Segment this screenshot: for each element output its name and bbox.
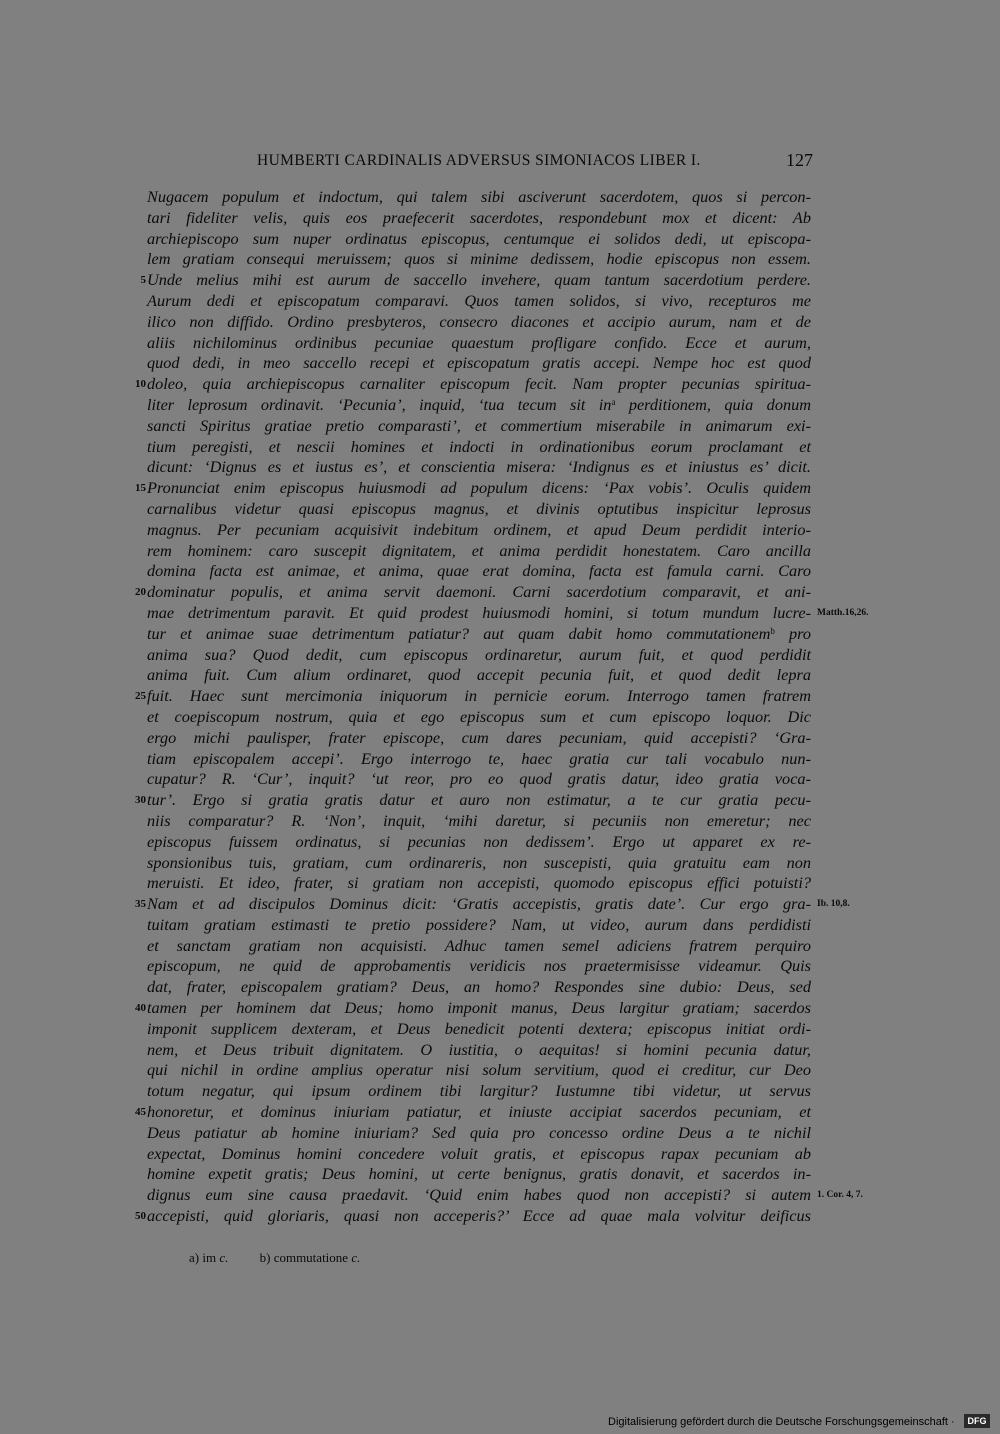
line-number: 25 [135,690,146,703]
text-line [0,769,1000,790]
line-number: 30 [135,794,146,807]
margin-reference: Ib. 10,8. [817,899,850,910]
line-number: 40 [135,1002,146,1015]
text-line [0,1060,1000,1081]
line-text: imponit supplicem dexteram, et Deus benedicit potenti dextera; episcopus initiat ordi- [147,1018,811,1038]
text-line [0,728,1000,749]
text-line [0,707,1000,728]
line-text: tamen per hominem dat Deus; homo imponit manus, Deus largitur gratiam; sacerdos [147,998,811,1018]
line-text: mae detrimentum paravit. Et quid prodest huiusmodi homini, si totum mundum lucre- [147,602,811,622]
footnote-marker: b [770,625,775,636]
text-line [0,790,1000,811]
line-text: Deus patiatur ab homine iniuriam? Sed quia pro concesso ordine Deus a te nichil [147,1122,811,1142]
line-text: fuit. Haec sunt mercimonia iniquorum in pernicie eorum. Interrogo tamen fratrem [147,686,811,706]
line-text: doleo, quia archiepiscopus carnaliter episcopum fecit. Nam propter pecunias spiritua- [147,374,811,394]
text-line [0,811,1000,832]
text-line [0,1102,1000,1123]
text-line [0,229,1000,250]
digitization-credit: Digitalisierung gefördert durch die Deutsche Forschungsgemeinschaft · [608,1416,955,1428]
footnote-a: a) im c. [189,1250,229,1265]
main-text [0,187,1000,1227]
line-text: tari fideliter velis, quis eos praefecerit sacerdotes, respondebunt mox et dicent: Ab [147,207,811,227]
text-line [0,395,1000,416]
line-text: dat, frater, episcopalem gratiam? Deus, an homo? Respondes sine dubio: Deus, sed [147,977,811,997]
text-line [0,1185,1000,1206]
line-text: dignus eum sine causa praedavit. ‘Quid enim habes quod non accepisti? si autem [147,1185,811,1205]
text-line [0,686,1000,707]
line-text: dominatur populis, et anima servit daemoni. Carni sacerdotium comparavit, et ani- [147,582,811,602]
line-text: meruisti. Et ideo, frater, si gratiam non accepisti, quomodo episcopus effici potuisti? [147,873,811,893]
line-text: liter leprosum ordinavit. ‘Pecunia’, inquid, ‘tua tecum sit $in^a$ perditionem, quia donum [147,394,811,414]
text-line [0,1040,1000,1061]
text-line [0,353,1000,374]
line-number: 5 [140,274,146,287]
text-line [0,894,1000,915]
line-text: sponsionibus tuis, gratiam, cum ordinareris, non suscepisti, quia gratuitu eam non [147,852,811,872]
text-line [0,915,1000,936]
text-line [0,541,1000,562]
line-text: archiepiscopo sum nuper ordinatus episcopus, centumque ei solidos dedi, ut episcopa- [147,228,811,248]
text-line [0,374,1000,395]
text-line [0,1081,1000,1102]
text-line [0,1123,1000,1144]
text-line [0,333,1000,354]
line-text: ilico non diffido. Ordino presbyteros, consecro diacones et accipio aurum, nam et de [147,311,811,331]
text-line [0,832,1000,853]
line-text: totum negatur, qui ipsum ordinem tibi largitur? Iustumne tibi videtur, ut servus [147,1081,811,1101]
text-line [0,416,1000,437]
dfg-logo-icon: DFG [964,1414,990,1428]
line-text: accepisti, quid gloriaris, quasi non acceperis?’ Ecce ad quae mala volvitur deificus [147,1206,811,1226]
text-line [0,478,1000,499]
line-number: 35 [135,898,146,911]
line-text: tur et animae suae detrimentum patiatur? aut quam dabit homo commutationem$^b$ pro [147,623,812,643]
line-text: anima sua? Quod dedit, cum episcopus ordinaretur, aurum fuit, et quod perdidit [147,644,811,664]
line-number: 20 [135,586,146,599]
text-line [0,603,1000,624]
running-title: HUMBERTI CARDINALIS ADVERSUS SIMONIACOS LIBER I. [257,152,701,169]
text-line [0,977,1000,998]
line-text: quod dedi, in meo saccello recepi et episcopatum gratis accepi. Nempe hoc est quod [147,353,811,373]
line-text: Aurum dedi et episcopatum comparavi. Quos tamen solidos, si vivo, recepturos me [147,290,811,310]
line-text: tur’. Ergo si gratia gratis datur et auro non estimatur, a te cur gratia pecu- [147,790,811,810]
page-header [0,152,1000,176]
page-number: 127 [786,150,813,170]
text-line [0,582,1000,603]
text-line [0,270,1000,291]
line-text: rem hominem: caro suscepit dignitatem, et anima perdidit honestatem. Caro ancilla [147,540,811,560]
line-text: tium peregisti, et nescii homines et indocti in ordinationibus eorum proclamant et [147,436,811,456]
line-number: 45 [135,1106,146,1119]
line-text: episcopum, ne quid de approbamentis veridicis nos praetermisisse videamur. Quis [147,956,811,976]
line-text: expectat, Dominus homini concedere voluit gratis, et episcopus rapax pecuniam ab [147,1143,811,1163]
text-line [0,249,1000,270]
line-text: Nugacem populum et indoctum, qui talem sibi asciverunt sacerdotem, quos si percon- [147,187,811,206]
text-line [0,1164,1000,1185]
line-number: 15 [135,482,146,495]
text-line [0,520,1000,541]
text-line [0,873,1000,894]
line-text: et coepiscopum nostrum, quia et ego episcopus sum et cum episcopo loquor. Dic [147,706,811,726]
line-text: domina facta est animae, et anima, quae erat domina, facta est famula carni. Caro [147,561,811,581]
text-line [0,312,1000,333]
line-text: Pronunciat enim episcopus huiusmodi ad populum dicens: ‘Pax vobis’. Oculis quidem [147,478,811,498]
text-line [0,956,1000,977]
text-line [0,291,1000,312]
text-line [0,749,1000,770]
margin-reference: Matth.16,26. [817,607,869,618]
line-text: homine expetit gratis; Deus homini, ut certe benignus, gratis donavit, et sacerdos in- [147,1164,811,1184]
line-text: qui nichil in ordine amplius operatur nisi solum servitium, quod ei creditur, cur Deo [147,1060,811,1080]
text-line [0,457,1000,478]
line-number: 10 [135,378,146,391]
line-text: Nam et ad discipulos Dominus dicit: ‘Gratis accepistis, gratis date’. Cur ergo gra- [147,894,811,914]
line-text: honoretur, et dominus iniuriam patiatur, et iniuste accipiat sacerdos pecuniam, et [147,1102,811,1122]
line-text: episcopus fuissem ordinatus, si pecunias non dedissem’. Ergo ut apparet ex re- [147,831,811,851]
text-line [0,853,1000,874]
text-line [0,437,1000,458]
line-text: tiam episcopalem accepi’. Ergo interrogo te, haec gratia cur tali vocabulo nun- [147,748,811,768]
text-line [0,499,1000,520]
line-text: tuitam gratiam estimasti te pretio possidere? Nam, ut video, aurum dans perdidisti [147,914,811,934]
line-text: Unde melius mihi est aurum de saccello invehere, quam tantum sacerdotium perdere. [147,270,811,290]
line-text: lem gratiam consequi meruissem; quos si minime dedissem, hodie episcopus non essem. [147,249,811,269]
line-text: sancti Spiritus gratiae pretio comparasti’, et commertium miserabile in animarum exi- [147,415,811,435]
line-number: 50 [135,1210,146,1223]
line-text: magnus. Per pecuniam acquisivit indebitum ordinem, et apud Deum perdidit interio- [147,519,811,539]
text-line [0,187,1000,208]
text-line [0,645,1000,666]
text-line [0,208,1000,229]
text-line [0,936,1000,957]
line-text: nem, et Deus tribuit dignitatem. O iustitia, o aequitas! si homini pecunia datur, [147,1039,811,1059]
line-text: niis comparatur? R. ‘Non’, inquit, ‘mihi daretur, si pecuniis non emeretur; nec [147,810,811,830]
text-line [0,561,1000,582]
text-line [0,1206,1000,1227]
line-text: cupatur? R. ‘Cur’, inquit? ‘ut reor, pro eo quod gratis datur, ideo gratia voca- [147,769,811,789]
margin-reference: 1. Cor. 4, 7. [817,1190,863,1201]
line-text: ergo michi paulisper, frater episcope, cum dares pecuniam, quid accepisti? ‘Gra- [147,727,811,747]
line-text: dicunt: ‘Dignus es et iustus es’, et conscientia misera: ‘Indignus es et iniustus es’ dicit. [147,457,811,477]
text-line [0,665,1000,686]
text-line [0,624,1000,645]
footnote-marker: a [611,396,616,407]
line-text: et sanctam gratiam non acquisisti. Adhuc tamen semel adiciens fratrem perquiro [147,935,811,955]
line-text: aliis nichilominus ordinibus pecuniae quaestum profligare confido. Ecce et aurum, [147,332,811,352]
footnotes [189,1250,388,1266]
text-line [0,1019,1000,1040]
line-text: carnalibus videtur quasi episcopus magnus, et divinis optutibus inspicitur leprosus [147,498,811,518]
footnote-b: b) commutatione c. [259,1250,361,1265]
text-line [0,998,1000,1019]
text-line [0,1144,1000,1165]
line-text: anima fuit. Cum alium ordinaret, quod accepit pecunia fuit, et quod dedit lepra [147,665,811,685]
